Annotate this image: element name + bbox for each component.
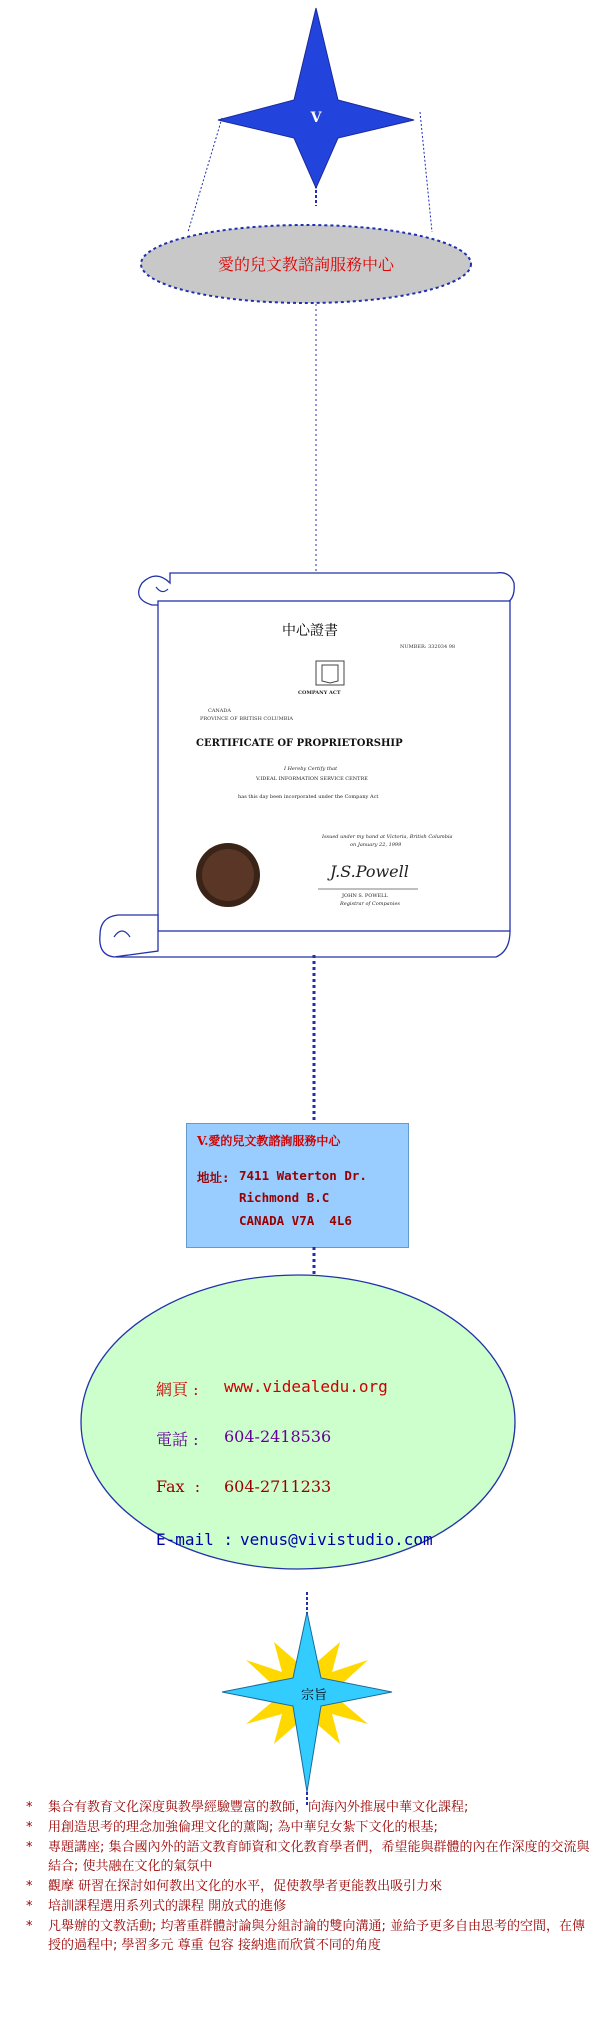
province-line1: CANADA <box>208 708 232 714</box>
fax-label: Fax : <box>156 1477 206 1496</box>
email-link[interactable]: venus@vivistudio.com <box>240 1530 433 1549</box>
address-box <box>186 1123 409 1248</box>
address-line3: CANADA V7A 4L6 <box>239 1213 352 1228</box>
bullet-asterisk: * <box>26 1820 33 1835</box>
email-label: E-mail : <box>156 1530 234 1549</box>
signer-name: JOHN S. POWELL <box>342 893 388 899</box>
list-item: * 觀摩 研習在探討如何教出文化的水平，促使教學者更能教出吸引力來 <box>26 1879 443 1894</box>
list-item: * 專題講座; 集合國內外的語文教育師資和文化教育學者們，希望能與群體的內在作深度的交流與結合; 使共融在文化的氣氛中 <box>26 1840 590 1874</box>
address-line1: 7411 Waterton Dr. <box>239 1168 367 1183</box>
mission-list <box>26 1798 596 1956</box>
certificate-heading: 中心證書 <box>282 623 338 639</box>
certificate-title: CERTIFICATE OF PROPRIETORSHIP <box>196 738 403 749</box>
star-letter: V <box>310 110 322 126</box>
phone-value: 604-2418536 <box>224 1427 332 1446</box>
fax-value: 604-2711233 <box>224 1477 332 1496</box>
incorporated-line: has this day been incorporated under the Company Act <box>238 794 379 800</box>
address-label: 地址: <box>197 1170 230 1185</box>
address-line2: Richmond B.C <box>239 1190 330 1205</box>
bullet-asterisk: * <box>26 1899 33 1914</box>
issued-line2: on January 22, 1999 <box>350 842 402 848</box>
list-item: * 用創造思考的理念加強倫理文化的薰陶; 為中華兒女紮下文化的根基; <box>26 1820 438 1835</box>
bullet-asterisk: * <box>26 1919 33 1934</box>
v-star-icon <box>218 8 414 188</box>
phone-label: 電話 : <box>156 1430 204 1449</box>
list-item: * 培訓課程選用系列式的課程 開放式的進修 <box>26 1899 287 1914</box>
signature: J.S.Powell <box>330 862 409 881</box>
certify-line: I Hereby Certify that <box>284 766 338 772</box>
list-item: * 凡舉辦的文教活動; 均著重群體討論與分組討論的雙向溝通; 並給予更多自由思考的空間，在傳授的過程中; 學習多元 尊重 包容 接納進而欣賞不同的角度 <box>26 1919 586 1953</box>
company-act: COMPANY ACT <box>298 690 341 696</box>
company-name: V.IDEAL INFORMATION SERVICE CENTRE <box>256 776 368 782</box>
contact-ellipse <box>78 1272 518 1572</box>
mission-label: 宗旨 <box>300 1688 327 1703</box>
signer-title: Registrar of Companies <box>340 901 401 907</box>
province-line2: PROVINCE OF BRITISH COLUMBIA <box>200 716 293 722</box>
list-item: * 集合有教育文化深度與教學經驗豐富的教師，向海內外推展中華文化課程; <box>26 1800 469 1815</box>
web-link[interactable]: www.videaledu.org <box>224 1377 388 1396</box>
web-label: 網頁 : <box>156 1380 204 1399</box>
bullet-asterisk: * <box>26 1840 33 1855</box>
connector-1 <box>306 304 326 574</box>
bullet-asterisk: * <box>26 1800 33 1815</box>
connector-2 <box>304 955 324 1125</box>
org-name: 愛的兒文教諮詢服務中心 <box>217 255 394 274</box>
certificate-number: NUMBER: 332034 98 <box>400 644 456 650</box>
address-title: V.愛的兒文教諮詢服務中心 <box>197 1134 341 1148</box>
bullet-asterisk: * <box>26 1879 33 1894</box>
issued-line1: Issued under my hand at Victoria, British Columbia <box>322 834 453 840</box>
